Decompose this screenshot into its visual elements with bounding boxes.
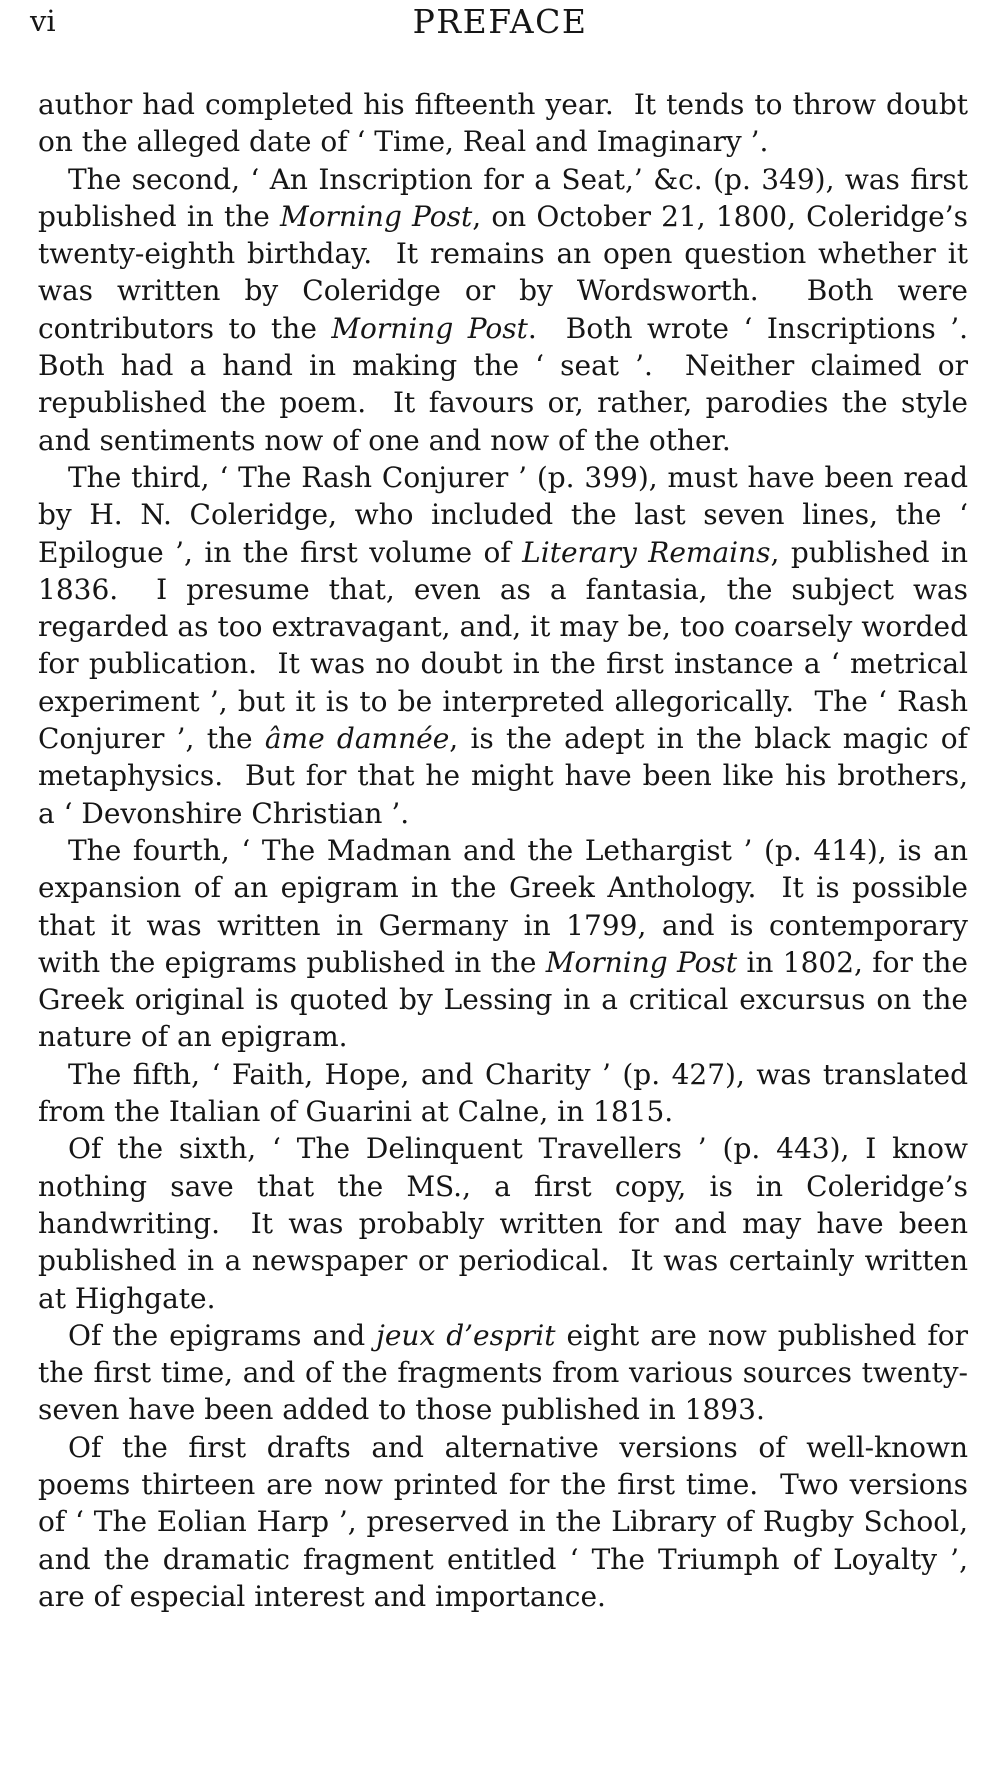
page-number: vi [30,4,56,38]
paragraph [38,86,968,161]
italic-text-run: Morning Post [545,945,738,979]
text-run: The fourth, ‘ The Madman and the Lethargist ’ (p. 414), is an expansion of an epigram in the Greek Anthology. It is possible that it was written in Germany in 1799, and is contemporary with the epigrams published in the [38,833,968,979]
text-run: in 1802, for the Greek original is quoted by Lessing in a critical excursus on the nature of an epigram. [38,945,968,1054]
paragraph [38,161,968,459]
text-run: , published in 1836. I presume that, even as a fantasia, the subject was regarded as too extravagant, and, it may be, too coarsely worded for publication. It was no doubt in the first instance a ‘ metrical experiment ’, but it is to be interpreted allegorically. The ‘ Rash Conjurer ’, the [38,535,968,756]
text-run: The second, ‘ An Inscription for a Seat,’ &c. (p. 349), was first published in the [38,162,968,233]
paragraph [38,1317,968,1429]
italic-text-run: jeux d’esprit [376,1318,556,1352]
text-run: , is the adept in the black magic of metaphysics. But for that he might have been like his brothers, a ‘ Devonshire Christian ’. [38,722,968,830]
page-header [0,0,1000,62]
text-run: , on October 21, 1800, Coleridge’s twenty-eighth birthday. It remains an open question whether it was written by Coleridge or by Wordsworth. Both were contributors to the [38,199,969,345]
text-run: eight are now published for the first time, and of the fragments from various sources twenty-seven have been added to those published in 1893. [38,1318,968,1427]
italic-text-run: âme damnée [264,722,450,756]
page-title: PREFACE [412,2,588,41]
italic-text-run: Morning Post [280,199,473,233]
paragraph [38,1429,968,1615]
text-run: . Both wrote ‘ Inscriptions ’. Both had a hand in making the ‘ seat ’. Neither claimed or republished the poem. It favours or, rather, parodies the style and sentiments now of one and now of the other. [38,311,969,457]
text-run: Of the sixth, ‘ The Delinquent Travellers ’ (p. 443), I know nothing save that the MS., a first copy, is in Coleridge’s handwriting. It was probably written for and may have been published in a newspaper or periodical. It was certainly written at Highgate. [38,1132,968,1315]
paragraph [38,459,968,832]
paragraph [38,832,968,1056]
text-run: Of the epigrams and [68,1318,377,1352]
body-text [38,86,968,1615]
paragraph [38,1130,968,1316]
text-run: The third, ‘ The Rash Conjurer ’ (p. 399), must have been read by H. N. Coleridge, who included the last seven lines, the ‘ Epilogue ’, in the first volume of [38,460,968,569]
text-run: Of the first drafts and alternative versions of well-known poems thirteen are now printed for the first time. Two versions of ‘ The Eolian Harp ’, preserved in the Library of Rugby School, and the dramatic fragment entitled ‘ The Triumph of Loyalty ’, are of especial interest and importance. [38,1430,968,1613]
text-run: The fifth, ‘ Faith, Hope, and Charity ’ (p. 427), was translated from the Italian of Guarini at Calne, in 1815. [38,1057,968,1129]
text-run: author had completed his fifteenth year. It tends to throw doubt on the alleged date of ‘ Time, Real and Imaginary ’. [38,88,968,159]
italic-text-run: Literary Remains [522,535,771,569]
paragraph [38,1056,968,1131]
italic-text-run: Morning Post [331,311,528,345]
